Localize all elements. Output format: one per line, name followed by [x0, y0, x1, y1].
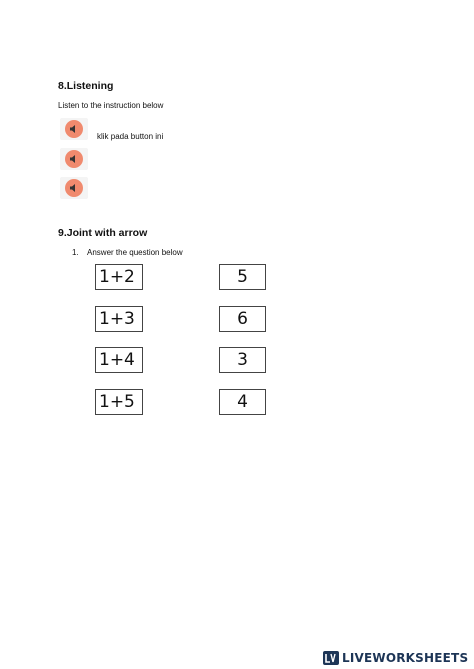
right-item-4[interactable]: 4 [219, 389, 266, 415]
list-number: 1. [72, 248, 79, 257]
left-item-4[interactable]: 1+5 [95, 389, 143, 415]
right-item-1[interactable]: 5 [219, 264, 266, 290]
footer-brand [323, 651, 468, 665]
question-text: Answer the question below [87, 248, 183, 257]
right-item-2[interactable]: 6 [219, 306, 266, 332]
speaker-icon [65, 120, 83, 138]
right-item-3[interactable]: 3 [219, 347, 266, 373]
audio-button-2[interactable] [60, 148, 88, 170]
left-item-2[interactable]: 1+3 [95, 306, 143, 332]
left-item-1[interactable]: 1+2 [95, 264, 143, 290]
liveworksheets-logo-icon [323, 651, 339, 665]
brand-name: LIVEWORKSHEETS [342, 651, 469, 665]
listening-instruction: Listen to the instruction below [58, 101, 164, 110]
audio-button-1[interactable] [60, 118, 88, 140]
left-item-3[interactable]: 1+4 [95, 347, 143, 373]
joint-heading: 9.Joint with arrow [58, 227, 148, 239]
speaker-icon [65, 179, 83, 197]
audio-button-3[interactable] [60, 177, 88, 199]
click-label: klik pada button ini [97, 132, 164, 141]
listening-heading: 8.Listening [58, 80, 114, 92]
speaker-icon [65, 150, 83, 168]
